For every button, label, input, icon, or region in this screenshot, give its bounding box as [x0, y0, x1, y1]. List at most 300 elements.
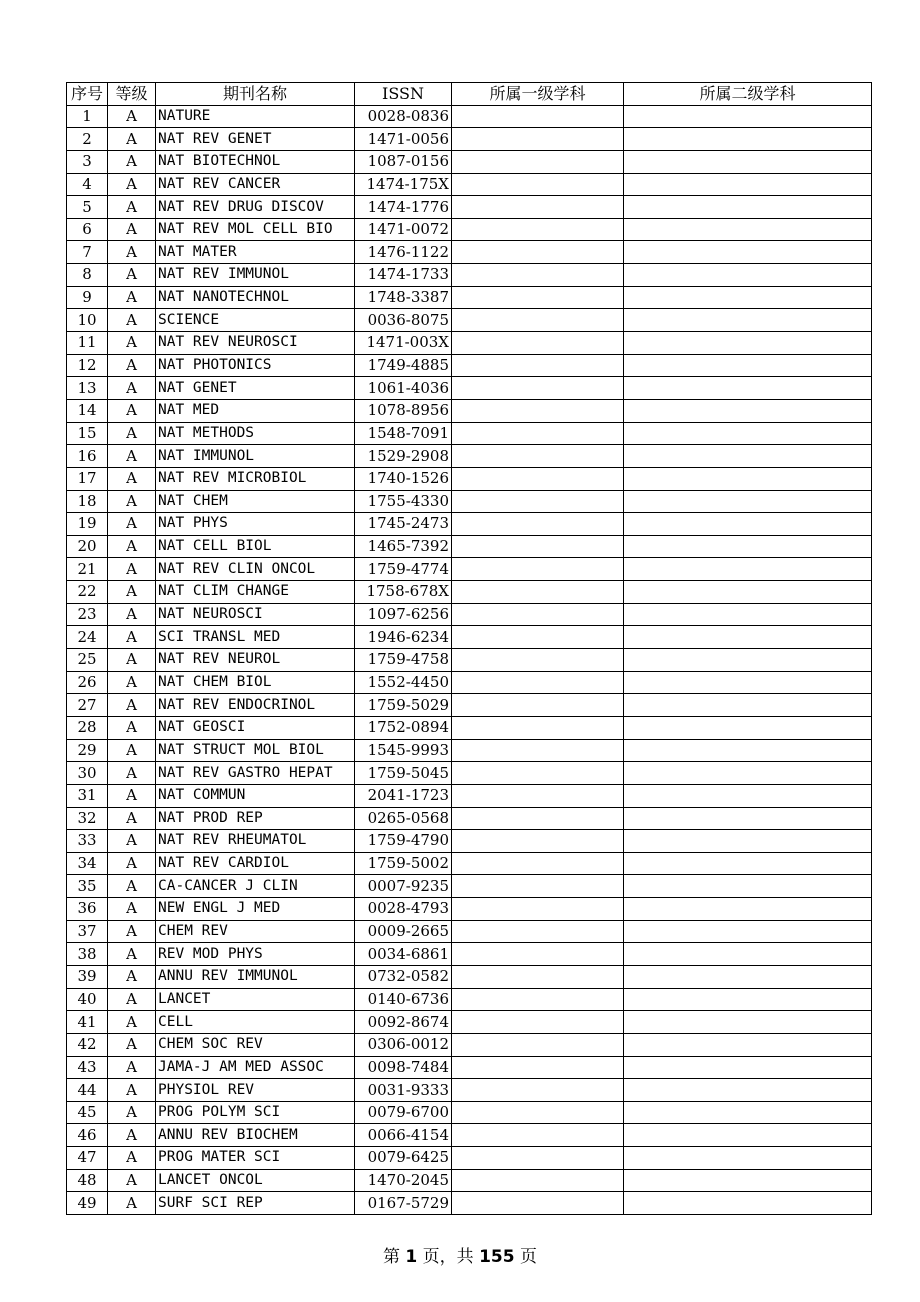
footer-middle: 页，共 — [422, 1247, 474, 1267]
cell-subject1 — [452, 581, 624, 604]
cell-journal-name: CA-CANCER J CLIN — [156, 875, 355, 898]
cell-journal-name: NAT REV GASTRO HEPAT — [156, 762, 355, 785]
cell-no: 40 — [67, 988, 108, 1011]
cell-issn: 1748-3387 — [355, 286, 452, 309]
cell-subject1 — [452, 1192, 624, 1215]
cell-subject2 — [624, 716, 872, 739]
table-row — [67, 150, 872, 173]
cell-issn: 1474-1776 — [355, 196, 452, 219]
cell-issn: 0265-0568 — [355, 807, 452, 830]
table-row — [67, 762, 872, 785]
cell-subject1 — [452, 241, 624, 264]
cell-subject1 — [452, 807, 624, 830]
page-footer — [0, 1242, 920, 1267]
cell-issn: 1097-6256 — [355, 603, 452, 626]
cell-no: 30 — [67, 762, 108, 785]
cell-subject1 — [452, 626, 624, 649]
cell-grade: A — [108, 128, 156, 151]
cell-grade: A — [108, 399, 156, 422]
cell-no: 9 — [67, 286, 108, 309]
cell-journal-name: CHEM REV — [156, 920, 355, 943]
cell-journal-name: NAT PROD REP — [156, 807, 355, 830]
cell-journal-name: ANNU REV IMMUNOL — [156, 965, 355, 988]
total-pages: 155 — [479, 1247, 515, 1267]
cell-subject2 — [624, 694, 872, 717]
cell-grade: A — [108, 377, 156, 400]
cell-no: 36 — [67, 898, 108, 921]
cell-subject1 — [452, 943, 624, 966]
cell-no: 11 — [67, 332, 108, 355]
header-subject1: 所属一级学科 — [452, 83, 624, 106]
cell-journal-name: PROG POLYM SCI — [156, 1101, 355, 1124]
cell-journal-name: SURF SCI REP — [156, 1192, 355, 1215]
cell-subject2 — [624, 264, 872, 287]
table-row — [67, 422, 872, 445]
cell-subject2 — [624, 1147, 872, 1170]
cell-subject2 — [624, 377, 872, 400]
cell-journal-name: ANNU REV BIOCHEM — [156, 1124, 355, 1147]
cell-subject2 — [624, 626, 872, 649]
cell-no: 44 — [67, 1079, 108, 1102]
cell-grade: A — [108, 1147, 156, 1170]
cell-subject1 — [452, 1147, 624, 1170]
cell-subject2 — [624, 739, 872, 762]
cell-subject2 — [624, 196, 872, 219]
cell-no: 5 — [67, 196, 108, 219]
table-row — [67, 218, 872, 241]
cell-no: 49 — [67, 1192, 108, 1215]
cell-subject2 — [624, 920, 872, 943]
cell-grade: A — [108, 784, 156, 807]
table-row — [67, 1056, 872, 1079]
cell-journal-name: NAT IMMUNOL — [156, 445, 355, 468]
cell-no: 31 — [67, 784, 108, 807]
table-row — [67, 105, 872, 128]
cell-subject1 — [452, 898, 624, 921]
cell-grade: A — [108, 241, 156, 264]
cell-no: 1 — [67, 105, 108, 128]
cell-issn: 1465-7392 — [355, 535, 452, 558]
cell-subject1 — [452, 513, 624, 536]
cell-issn: 1474-175X — [355, 173, 452, 196]
cell-issn: 1758-678X — [355, 581, 452, 604]
cell-journal-name: NAT CHEM BIOL — [156, 671, 355, 694]
footer-prefix: 第 — [383, 1247, 401, 1267]
cell-grade: A — [108, 671, 156, 694]
cell-issn: 0167-5729 — [355, 1192, 452, 1215]
cell-issn: 1470-2045 — [355, 1169, 452, 1192]
table-body — [67, 105, 872, 1214]
cell-journal-name: NAT CELL BIOL — [156, 535, 355, 558]
cell-subject1 — [452, 535, 624, 558]
table-row — [67, 830, 872, 853]
cell-issn: 0028-0836 — [355, 105, 452, 128]
table-row — [67, 332, 872, 355]
cell-subject1 — [452, 784, 624, 807]
table-row — [67, 784, 872, 807]
table-row — [67, 1011, 872, 1034]
cell-subject2 — [624, 535, 872, 558]
table-row — [67, 354, 872, 377]
cell-journal-name: NAT REV RHEUMATOL — [156, 830, 355, 853]
cell-no: 25 — [67, 649, 108, 672]
cell-subject1 — [452, 105, 624, 128]
cell-grade: A — [108, 1056, 156, 1079]
cell-grade: A — [108, 286, 156, 309]
cell-no: 46 — [67, 1124, 108, 1147]
header-issn: ISSN — [355, 83, 452, 106]
table-row — [67, 1192, 872, 1215]
cell-subject2 — [624, 830, 872, 853]
cell-subject2 — [624, 762, 872, 785]
cell-subject1 — [452, 445, 624, 468]
cell-subject2 — [624, 943, 872, 966]
cell-subject2 — [624, 1033, 872, 1056]
cell-grade: A — [108, 626, 156, 649]
header-no: 序号 — [67, 83, 108, 106]
cell-subject2 — [624, 286, 872, 309]
cell-issn: 1471-0072 — [355, 218, 452, 241]
table-row — [67, 399, 872, 422]
cell-journal-name: JAMA-J AM MED ASSOC — [156, 1056, 355, 1079]
cell-journal-name: NAT STRUCT MOL BIOL — [156, 739, 355, 762]
table-row — [67, 965, 872, 988]
cell-issn: 0031-9333 — [355, 1079, 452, 1102]
cell-subject1 — [452, 490, 624, 513]
cell-grade: A — [108, 1192, 156, 1215]
cell-journal-name: REV MOD PHYS — [156, 943, 355, 966]
cell-issn: 1745-2473 — [355, 513, 452, 536]
cell-issn: 0732-0582 — [355, 965, 452, 988]
cell-no: 2 — [67, 128, 108, 151]
cell-subject2 — [624, 1192, 872, 1215]
cell-subject1 — [452, 377, 624, 400]
table-row — [67, 1169, 872, 1192]
cell-no: 38 — [67, 943, 108, 966]
cell-grade: A — [108, 150, 156, 173]
cell-subject1 — [452, 332, 624, 355]
table-row — [67, 694, 872, 717]
cell-subject1 — [452, 558, 624, 581]
cell-no: 37 — [67, 920, 108, 943]
cell-subject2 — [624, 218, 872, 241]
cell-subject2 — [624, 1169, 872, 1192]
cell-subject1 — [452, 920, 624, 943]
cell-subject2 — [624, 399, 872, 422]
cell-grade: A — [108, 649, 156, 672]
cell-no: 13 — [67, 377, 108, 400]
cell-issn: 1471-0056 — [355, 128, 452, 151]
cell-issn: 0098-7484 — [355, 1056, 452, 1079]
cell-subject2 — [624, 581, 872, 604]
cell-journal-name: NAT REV CARDIOL — [156, 852, 355, 875]
cell-no: 34 — [67, 852, 108, 875]
table-row — [67, 807, 872, 830]
cell-subject1 — [452, 218, 624, 241]
cell-no: 43 — [67, 1056, 108, 1079]
cell-subject1 — [452, 694, 624, 717]
table-row — [67, 739, 872, 762]
cell-grade: A — [108, 173, 156, 196]
table-row — [67, 377, 872, 400]
cell-subject2 — [624, 807, 872, 830]
cell-subject1 — [452, 988, 624, 1011]
cell-grade: A — [108, 218, 156, 241]
cell-journal-name: PHYSIOL REV — [156, 1079, 355, 1102]
table-row — [67, 716, 872, 739]
cell-no: 23 — [67, 603, 108, 626]
cell-journal-name: NAT REV GENET — [156, 128, 355, 151]
cell-subject1 — [452, 1169, 624, 1192]
cell-no: 45 — [67, 1101, 108, 1124]
cell-subject2 — [624, 354, 872, 377]
header-grade: 等级 — [108, 83, 156, 106]
cell-subject1 — [452, 173, 624, 196]
journal-table — [66, 82, 872, 1215]
table-row — [67, 649, 872, 672]
cell-subject1 — [452, 739, 624, 762]
cell-subject2 — [624, 671, 872, 694]
cell-grade: A — [108, 965, 156, 988]
cell-subject1 — [452, 1011, 624, 1034]
cell-subject1 — [452, 671, 624, 694]
cell-journal-name: NAT PHYS — [156, 513, 355, 536]
table-row — [67, 490, 872, 513]
cell-issn: 1759-4774 — [355, 558, 452, 581]
cell-issn: 0009-2665 — [355, 920, 452, 943]
table-row — [67, 626, 872, 649]
table-row — [67, 513, 872, 536]
cell-grade: A — [108, 716, 156, 739]
cell-grade: A — [108, 807, 156, 830]
table-row — [67, 309, 872, 332]
cell-journal-name: NAT CLIM CHANGE — [156, 581, 355, 604]
cell-grade: A — [108, 105, 156, 128]
cell-subject2 — [624, 332, 872, 355]
table-row — [67, 196, 872, 219]
table-row — [67, 1124, 872, 1147]
footer-suffix: 页 — [519, 1247, 537, 1267]
cell-journal-name: NAT NANOTECHNOL — [156, 286, 355, 309]
cell-grade: A — [108, 581, 156, 604]
cell-no: 6 — [67, 218, 108, 241]
cell-subject2 — [624, 1079, 872, 1102]
cell-subject2 — [624, 128, 872, 151]
cell-issn: 2041-1723 — [355, 784, 452, 807]
cell-grade: A — [108, 422, 156, 445]
cell-journal-name: NAT REV NEUROL — [156, 649, 355, 672]
table-row — [67, 1079, 872, 1102]
cell-subject2 — [624, 965, 872, 988]
cell-journal-name: NAT REV ENDOCRINOL — [156, 694, 355, 717]
cell-subject2 — [624, 150, 872, 173]
cell-journal-name: LANCET — [156, 988, 355, 1011]
cell-subject2 — [624, 988, 872, 1011]
cell-subject2 — [624, 105, 872, 128]
cell-journal-name: NEW ENGL J MED — [156, 898, 355, 921]
cell-no: 24 — [67, 626, 108, 649]
cell-no: 19 — [67, 513, 108, 536]
cell-subject1 — [452, 875, 624, 898]
table-row — [67, 988, 872, 1011]
header-row — [67, 83, 872, 106]
cell-subject2 — [624, 784, 872, 807]
cell-issn: 1476-1122 — [355, 241, 452, 264]
cell-journal-name: CHEM SOC REV — [156, 1033, 355, 1056]
cell-journal-name: NAT COMMUN — [156, 784, 355, 807]
cell-subject1 — [452, 716, 624, 739]
cell-subject2 — [624, 490, 872, 513]
cell-subject1 — [452, 649, 624, 672]
cell-subject2 — [624, 898, 872, 921]
cell-grade: A — [108, 1101, 156, 1124]
cell-issn: 1740-1526 — [355, 467, 452, 490]
cell-subject2 — [624, 173, 872, 196]
cell-issn: 1087-0156 — [355, 150, 452, 173]
cell-subject1 — [452, 150, 624, 173]
cell-grade: A — [108, 1079, 156, 1102]
cell-grade: A — [108, 513, 156, 536]
cell-issn: 0066-4154 — [355, 1124, 452, 1147]
cell-subject1 — [452, 309, 624, 332]
table-row — [67, 173, 872, 196]
cell-subject1 — [452, 1033, 624, 1056]
cell-issn: 0306-0012 — [355, 1033, 452, 1056]
cell-grade: A — [108, 920, 156, 943]
cell-no: 14 — [67, 399, 108, 422]
cell-issn: 1529-2908 — [355, 445, 452, 468]
cell-issn: 1759-5029 — [355, 694, 452, 717]
cell-no: 12 — [67, 354, 108, 377]
table-row — [67, 875, 872, 898]
cell-issn: 0140-6736 — [355, 988, 452, 1011]
cell-subject1 — [452, 1101, 624, 1124]
cell-subject1 — [452, 196, 624, 219]
cell-no: 35 — [67, 875, 108, 898]
cell-subject1 — [452, 286, 624, 309]
cell-issn: 1078-8956 — [355, 399, 452, 422]
cell-subject1 — [452, 422, 624, 445]
table-row — [67, 535, 872, 558]
cell-journal-name: NAT PHOTONICS — [156, 354, 355, 377]
cell-grade: A — [108, 445, 156, 468]
cell-subject1 — [452, 467, 624, 490]
cell-subject2 — [624, 1101, 872, 1124]
cell-issn: 0092-8674 — [355, 1011, 452, 1034]
cell-grade: A — [108, 694, 156, 717]
cell-grade: A — [108, 875, 156, 898]
cell-grade: A — [108, 830, 156, 853]
cell-no: 8 — [67, 264, 108, 287]
cell-issn: 1759-5045 — [355, 762, 452, 785]
cell-subject1 — [452, 264, 624, 287]
cell-no: 20 — [67, 535, 108, 558]
table-row — [67, 558, 872, 581]
cell-no: 17 — [67, 467, 108, 490]
cell-grade: A — [108, 988, 156, 1011]
cell-grade: A — [108, 309, 156, 332]
cell-issn: 0036-8075 — [355, 309, 452, 332]
table-row — [67, 286, 872, 309]
table-row — [67, 128, 872, 151]
cell-issn: 1545-9993 — [355, 739, 452, 762]
cell-no: 10 — [67, 309, 108, 332]
cell-issn: 0007-9235 — [355, 875, 452, 898]
cell-journal-name: NAT CHEM — [156, 490, 355, 513]
cell-no: 48 — [67, 1169, 108, 1192]
cell-issn: 1548-7091 — [355, 422, 452, 445]
cell-journal-name: NAT MED — [156, 399, 355, 422]
cell-issn: 1752-0894 — [355, 716, 452, 739]
cell-grade: A — [108, 196, 156, 219]
cell-subject2 — [624, 649, 872, 672]
cell-no: 16 — [67, 445, 108, 468]
cell-journal-name: NAT METHODS — [156, 422, 355, 445]
cell-no: 41 — [67, 1011, 108, 1034]
cell-no: 21 — [67, 558, 108, 581]
cell-issn: 1474-1733 — [355, 264, 452, 287]
cell-no: 26 — [67, 671, 108, 694]
cell-journal-name: NAT REV IMMUNOL — [156, 264, 355, 287]
table-row — [67, 920, 872, 943]
cell-subject2 — [624, 309, 872, 332]
cell-grade: A — [108, 535, 156, 558]
cell-subject2 — [624, 1011, 872, 1034]
cell-subject2 — [624, 852, 872, 875]
cell-subject2 — [624, 467, 872, 490]
cell-grade: A — [108, 943, 156, 966]
table-row — [67, 264, 872, 287]
cell-subject2 — [624, 1124, 872, 1147]
cell-issn: 1552-4450 — [355, 671, 452, 694]
cell-issn: 1759-4758 — [355, 649, 452, 672]
cell-grade: A — [108, 898, 156, 921]
cell-subject1 — [452, 830, 624, 853]
header-subject2: 所属二级学科 — [624, 83, 872, 106]
cell-no: 4 — [67, 173, 108, 196]
current-page: 1 — [405, 1247, 418, 1267]
cell-grade: A — [108, 1011, 156, 1034]
cell-no: 42 — [67, 1033, 108, 1056]
cell-no: 18 — [67, 490, 108, 513]
table-row — [67, 445, 872, 468]
cell-issn: 1759-5002 — [355, 852, 452, 875]
cell-grade: A — [108, 264, 156, 287]
cell-issn: 1061-4036 — [355, 377, 452, 400]
cell-journal-name: SCI TRANSL MED — [156, 626, 355, 649]
cell-issn: 1471-003X — [355, 332, 452, 355]
cell-subject1 — [452, 1124, 624, 1147]
cell-journal-name: NAT REV DRUG DISCOV — [156, 196, 355, 219]
cell-grade: A — [108, 603, 156, 626]
cell-issn: 1755-4330 — [355, 490, 452, 513]
table-row — [67, 1033, 872, 1056]
cell-grade: A — [108, 332, 156, 355]
cell-subject1 — [452, 354, 624, 377]
cell-subject2 — [624, 513, 872, 536]
cell-journal-name: NAT NEUROSCI — [156, 603, 355, 626]
cell-subject1 — [452, 1079, 624, 1102]
table-row — [67, 943, 872, 966]
cell-journal-name: NATURE — [156, 105, 355, 128]
cell-no: 29 — [67, 739, 108, 762]
cell-issn: 0079-6425 — [355, 1147, 452, 1170]
table-row — [67, 1101, 872, 1124]
cell-journal-name: NAT REV MOL CELL BIO — [156, 218, 355, 241]
cell-journal-name: NAT REV CANCER — [156, 173, 355, 196]
cell-grade: A — [108, 558, 156, 581]
cell-issn: 0079-6700 — [355, 1101, 452, 1124]
